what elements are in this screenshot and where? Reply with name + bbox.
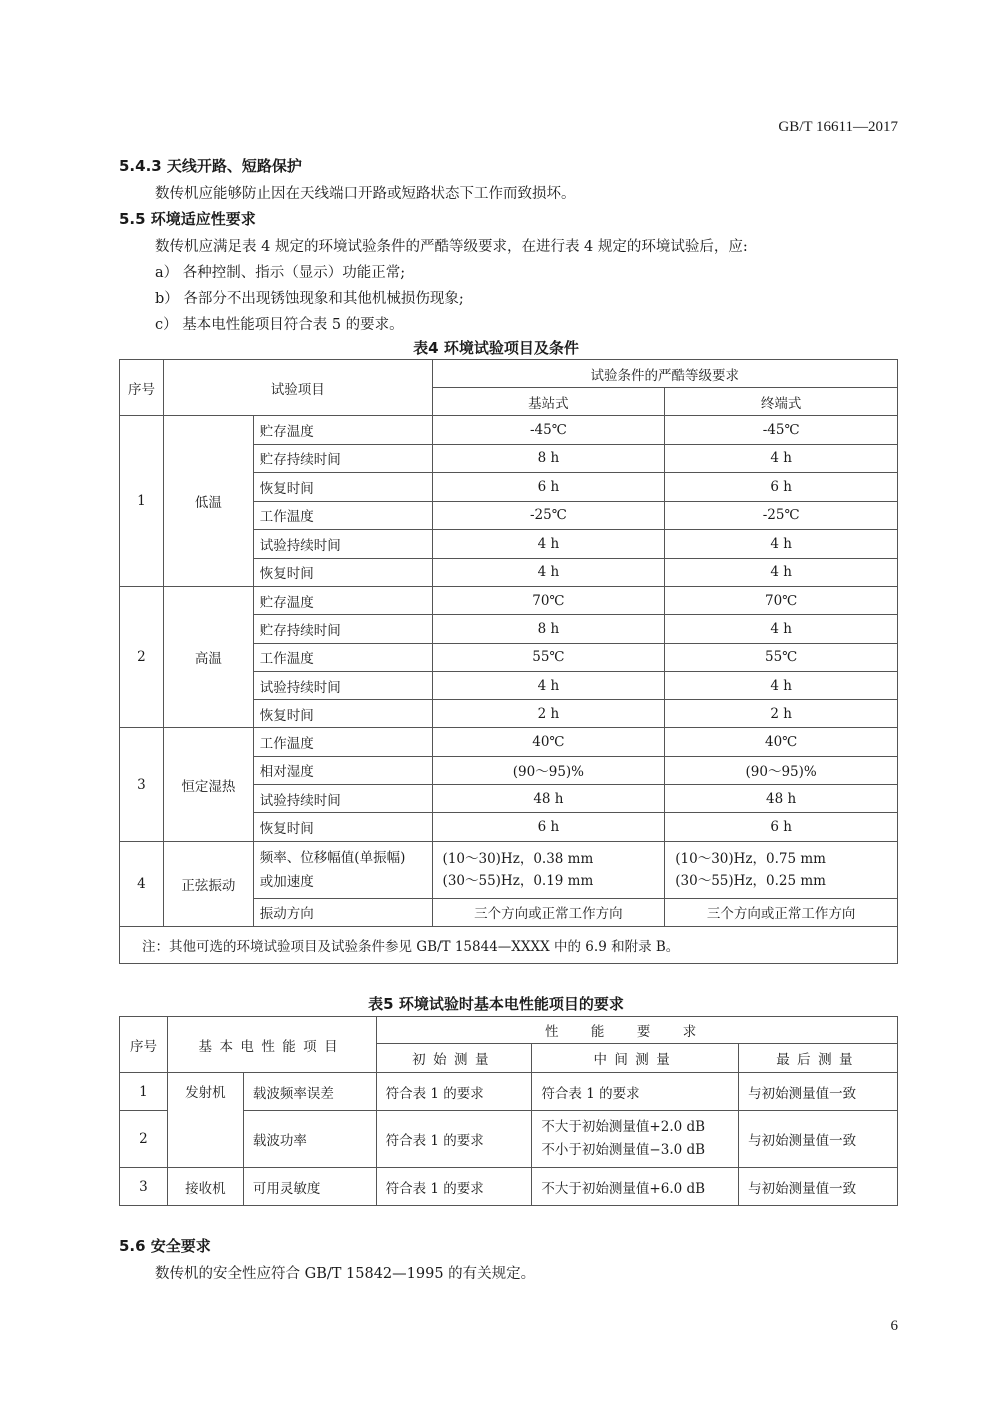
t5-final: 与初始测量值一致 (739, 1168, 898, 1206)
t4-item (253, 841, 432, 898)
t4-note: 注：其他可选的环境试验项目及试验条件参见 GB/T 15844—XXXX 中的 6.9 和附录 B。 (120, 926, 898, 963)
list-item-c: c） 基本电性能项目符合表 5 的要求。 (155, 317, 404, 333)
t4-base: 40℃ (432, 728, 665, 756)
t4-group-name: 低温 (163, 416, 253, 587)
t5-no: 2 (120, 1111, 168, 1168)
t4-item: 试验持续时间 (253, 671, 432, 699)
table4 (119, 359, 898, 964)
t5-no: 3 (120, 1168, 168, 1206)
t4-item: 恢复时间 (253, 473, 432, 502)
t5-header-item-text: 基本电性能项目 (198, 1038, 346, 1055)
t5-header-perf (376, 1017, 897, 1044)
t4-terminal: 4 h (665, 444, 898, 473)
t5-item: 可用灵敏度 (243, 1168, 376, 1206)
t4-terminal: 48 h (665, 785, 898, 813)
t4-item: 试验持续时间 (253, 530, 432, 559)
t4-group-name: 高温 (163, 587, 253, 728)
t4-terminal: 4 h (665, 558, 898, 587)
t4-base: 55℃ (432, 643, 665, 671)
t4-group-no: 2 (120, 587, 164, 728)
t4-terminal-line: (30～55)Hz，0.25 mm (675, 872, 826, 889)
t4-group-no: 1 (120, 416, 164, 587)
t5-group: 接收机 (167, 1168, 243, 1206)
t5-header-initial (376, 1044, 532, 1073)
t4-terminal: 55℃ (665, 643, 898, 671)
t4-item: 工作温度 (253, 728, 432, 756)
t4-group-no: 3 (120, 728, 164, 841)
t4-terminal: 4 h (665, 615, 898, 643)
t5-header-final-text: 最后测量 (776, 1052, 860, 1068)
t5-header-item (167, 1017, 376, 1073)
t5-middle-line: 不小于初始测量值−3.0 dB (541, 1142, 706, 1158)
t4-terminal: 4 h (665, 671, 898, 699)
table-row (120, 1168, 898, 1206)
t4-terminal-line: (10～30)Hz，0.75 mm (675, 850, 826, 867)
t4-terminal: 70℃ (665, 587, 898, 615)
t4-item: 贮存持续时间 (253, 444, 432, 473)
t4-base: 2 h (432, 700, 665, 728)
t5-group: 发射机 (167, 1073, 243, 1168)
t4-item: 振动方向 (253, 898, 432, 926)
t4-header-item: 试验项目 (163, 360, 432, 416)
t4-group-no: 4 (120, 841, 164, 926)
t5-middle: 符合表 1 的要求 (532, 1073, 739, 1111)
t4-item: 贮存温度 (253, 416, 432, 445)
t4-base: 三个方向或正常工作方向 (432, 898, 665, 926)
t4-item: 恢复时间 (253, 813, 432, 841)
section-5-6-heading: 5.6 安全要求 (119, 1237, 211, 1255)
t4-base-line: (30～55)Hz，0.19 mm (442, 872, 594, 889)
t5-header-final (739, 1044, 898, 1073)
page-number: 6 (890, 1318, 898, 1334)
t4-base: 4 h (432, 671, 665, 699)
t4-item: 工作温度 (253, 643, 432, 671)
t5-no: 1 (120, 1073, 168, 1111)
table5-caption: 表5 环境试验时基本电性能项目的要求 (368, 995, 624, 1013)
table-row (120, 416, 898, 445)
table5 (119, 1016, 898, 1206)
t4-base: 6 h (432, 813, 665, 841)
t4-item: 恢复时间 (253, 558, 432, 587)
t5-header-middle (532, 1044, 739, 1073)
table4-caption: 表4 环境试验项目及条件 (413, 339, 579, 357)
t4-item-line: 频率、位移幅值(单振幅) (259, 849, 406, 866)
t4-base: 6 h (432, 473, 665, 502)
table-row (120, 841, 898, 898)
t4-item: 贮存温度 (253, 587, 432, 615)
standard-code: GB/T 16611—2017 (778, 119, 898, 135)
t5-item: 载波频率误差 (243, 1073, 376, 1111)
t5-middle (532, 1111, 739, 1168)
t4-terminal: 2 h (665, 700, 898, 728)
t4-item: 试验持续时间 (253, 785, 432, 813)
section-5-4-3-heading: 5.4.3 天线开路、短路保护 (119, 157, 302, 175)
section-5-5-body: 数传机应满足表 4 规定的环境试验条件的严酷等级要求，在进行表 4 规定的环境试验后，应: (155, 239, 748, 255)
t5-initial: 符合表 1 的要求 (376, 1168, 532, 1206)
t4-base: 48 h (432, 785, 665, 813)
t4-item: 工作温度 (253, 501, 432, 530)
t4-header-conditions: 试验条件的严酷等级要求 (432, 360, 897, 388)
table-row (120, 728, 898, 756)
t4-terminal: 三个方向或正常工作方向 (665, 898, 898, 926)
t5-middle: 不大于初始测量值+6.0 dB (532, 1168, 739, 1206)
t4-terminal: 4 h (665, 530, 898, 559)
t4-group-name: 正弦振动 (163, 841, 253, 926)
t4-base-line: (10～30)Hz，0.38 mm (442, 850, 594, 867)
t4-base: 8 h (432, 444, 665, 473)
table-row (120, 1073, 898, 1111)
t4-base: 8 h (432, 615, 665, 643)
t5-final: 与初始测量值一致 (739, 1073, 898, 1111)
t5-header-initial-text: 初始测量 (412, 1052, 496, 1068)
t4-terminal: (90～95)% (665, 756, 898, 784)
t4-group-name: 恒定湿热 (163, 728, 253, 841)
t4-terminal: -25℃ (665, 501, 898, 530)
t5-item: 载波功率 (243, 1111, 376, 1168)
t5-header-perf-text: 性能要求 (545, 1024, 729, 1040)
t4-item: 恢复时间 (253, 700, 432, 728)
t5-header-middle-text: 中间测量 (593, 1052, 678, 1068)
t4-base: 4 h (432, 558, 665, 587)
t4-header-base: 基站式 (432, 388, 665, 416)
t4-terminal (665, 841, 898, 898)
t5-initial: 符合表 1 的要求 (376, 1073, 532, 1111)
t4-terminal: -45℃ (665, 416, 898, 445)
t5-initial: 符合表 1 的要求 (376, 1111, 532, 1168)
t5-final: 与初始测量值一致 (739, 1111, 898, 1168)
t4-base: (90～95)% (432, 756, 665, 784)
section-5-6-body: 数传机的安全性应符合 GB/T 15842—1995 的有关规定。 (155, 1266, 536, 1282)
t4-terminal: 6 h (665, 473, 898, 502)
t5-middle-line: 不大于初始测量值+2.0 dB (541, 1119, 706, 1135)
t5-header-no: 序号 (120, 1017, 168, 1073)
list-item-b: b） 各部分不出现锈蚀现象和其他机械损伤现象; (155, 291, 464, 307)
t4-base (432, 841, 665, 898)
section-5-5-heading: 5.5 环境适应性要求 (119, 210, 256, 228)
t4-header-terminal: 终端式 (665, 388, 898, 416)
t4-item-line: 或加速度 (259, 873, 314, 890)
table-row (120, 587, 898, 615)
t4-terminal: 6 h (665, 813, 898, 841)
t4-base: 4 h (432, 530, 665, 559)
t4-header-no: 序号 (120, 360, 164, 416)
t4-base: 70℃ (432, 587, 665, 615)
t4-item: 相对湿度 (253, 756, 432, 784)
t4-base: -25℃ (432, 501, 665, 530)
list-item-a: a） 各种控制、指示（显示）功能正常; (155, 265, 406, 281)
t4-terminal: 40℃ (665, 728, 898, 756)
t4-base: -45℃ (432, 416, 665, 445)
section-5-4-3-body: 数传机应能够防止因在天线端口开路或短路状态下工作而致损坏。 (155, 186, 576, 202)
t4-item: 贮存持续时间 (253, 615, 432, 643)
